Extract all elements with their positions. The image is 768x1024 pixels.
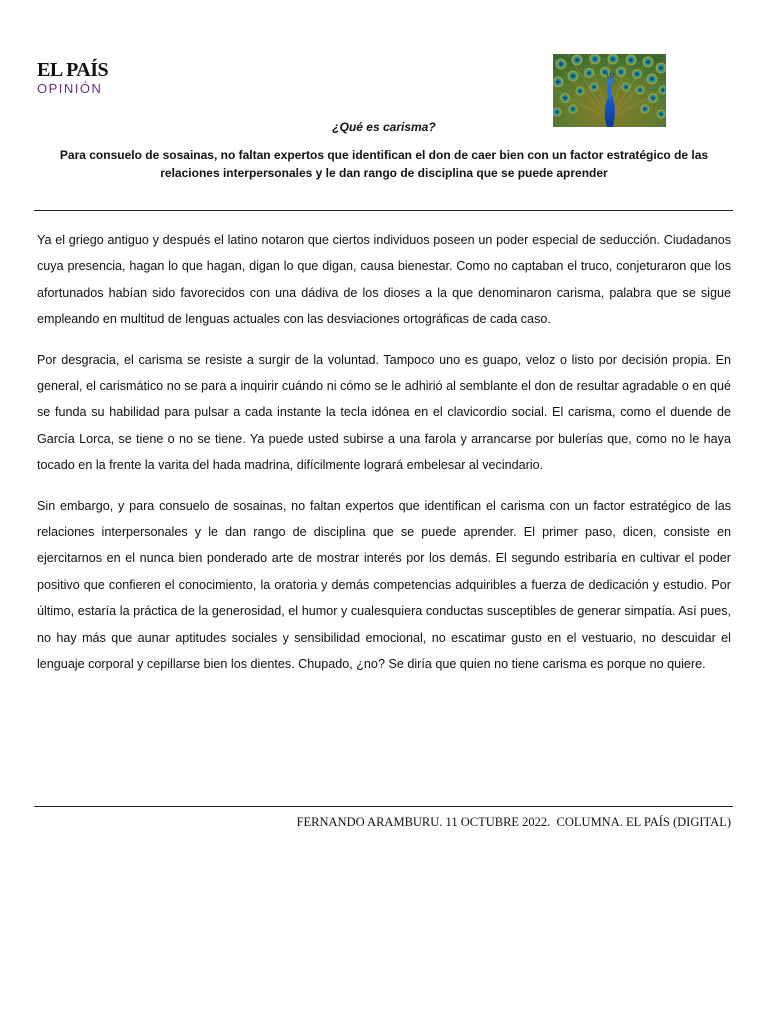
peacock-image — [553, 54, 666, 127]
article-title: ¿Qué es carisma? — [332, 120, 436, 134]
article-subtitle: Para consuelo de sosainas, no faltan expertos que identifican el don de caer bien con un factor estratégico de las relaciones interpersonales y le dan rango de disciplina que se puede aprender — [59, 148, 709, 180]
article-body — [37, 227, 731, 692]
paragraph: Por desgracia, el carisma se resiste a surgir de la voluntad. Tampoco uno es guapo, veloz o listo por decisión propia. En general, el carismático no se para a inquirir cuándo ni cómo se le adhirió al semblante el don de resultar agradable o en qué se funda su habilidad para pulsar a cada instante la tecla idónea en el clavicordio social. El carisma, como el duende de García Lorca, se tiene o no se tiene. Ya puede usted subirse a una farola y arrancarse por bulerías que, como no le haya tocado en la frente la varita del hada madrina, difícilmente logrará embelesar al vecindario. — [37, 352, 731, 473]
paragraph: Sin embargo, y para consuelo de sosainas, no faltan expertos que identifican el carisma con un factor estratégico de las relaciones interpersonales y le dan rango de disciplina que se puede aprender. El primer paso, dicen, consiste en ejercitarnos en el nunca bien ponderado arte de mostrar interés por los demás. El segundo estribaría en cultivar el poder positivo que confieren el conocimiento, la oratoria y demás competencias adquiribles a fuerza de dedicación y estudio. Por último, estaría la práctica de la generosidad, el humor y cualesquiera conductas susceptibles de generar simpatía. Así pues, no hay más que aunar aptitudes sociales y sensibilidad emocional, no escatimar gusto en el vestuario, no descuidar el lenguaje corporal y cepillarse bien los dientes. Chupado, ¿no? Se diría que quien no tiene carisma es porque no quiere. — [37, 498, 731, 672]
paragraph: Ya el griego antiguo y después el latino notaron que ciertos individuos poseen un poder especial de seducción. Ciudadanos cuya presencia, hagan lo que hagan, digan lo que digan, causa bienestar. Como no captaban el truco, conjeturaron que los afortunados habían sido favorecidos con una dádiva de los dioses a la que denominaron carisma, palabra que se sigue empleando en multitud de lenguas actuales con las desviaciones ortográficas de cada caso. — [37, 233, 731, 327]
section-name: OPINIÓN — [37, 81, 103, 96]
byline: FERNANDO ARAMBURU. 11 OCTUBRE 2022. COLUMNA. EL PAÍS (DIGITAL) — [296, 815, 731, 829]
top-divider — [34, 210, 733, 211]
bottom-divider — [34, 806, 733, 807]
brand-name: EL PAÍS — [37, 59, 109, 81]
el-pais-logo — [37, 60, 108, 97]
